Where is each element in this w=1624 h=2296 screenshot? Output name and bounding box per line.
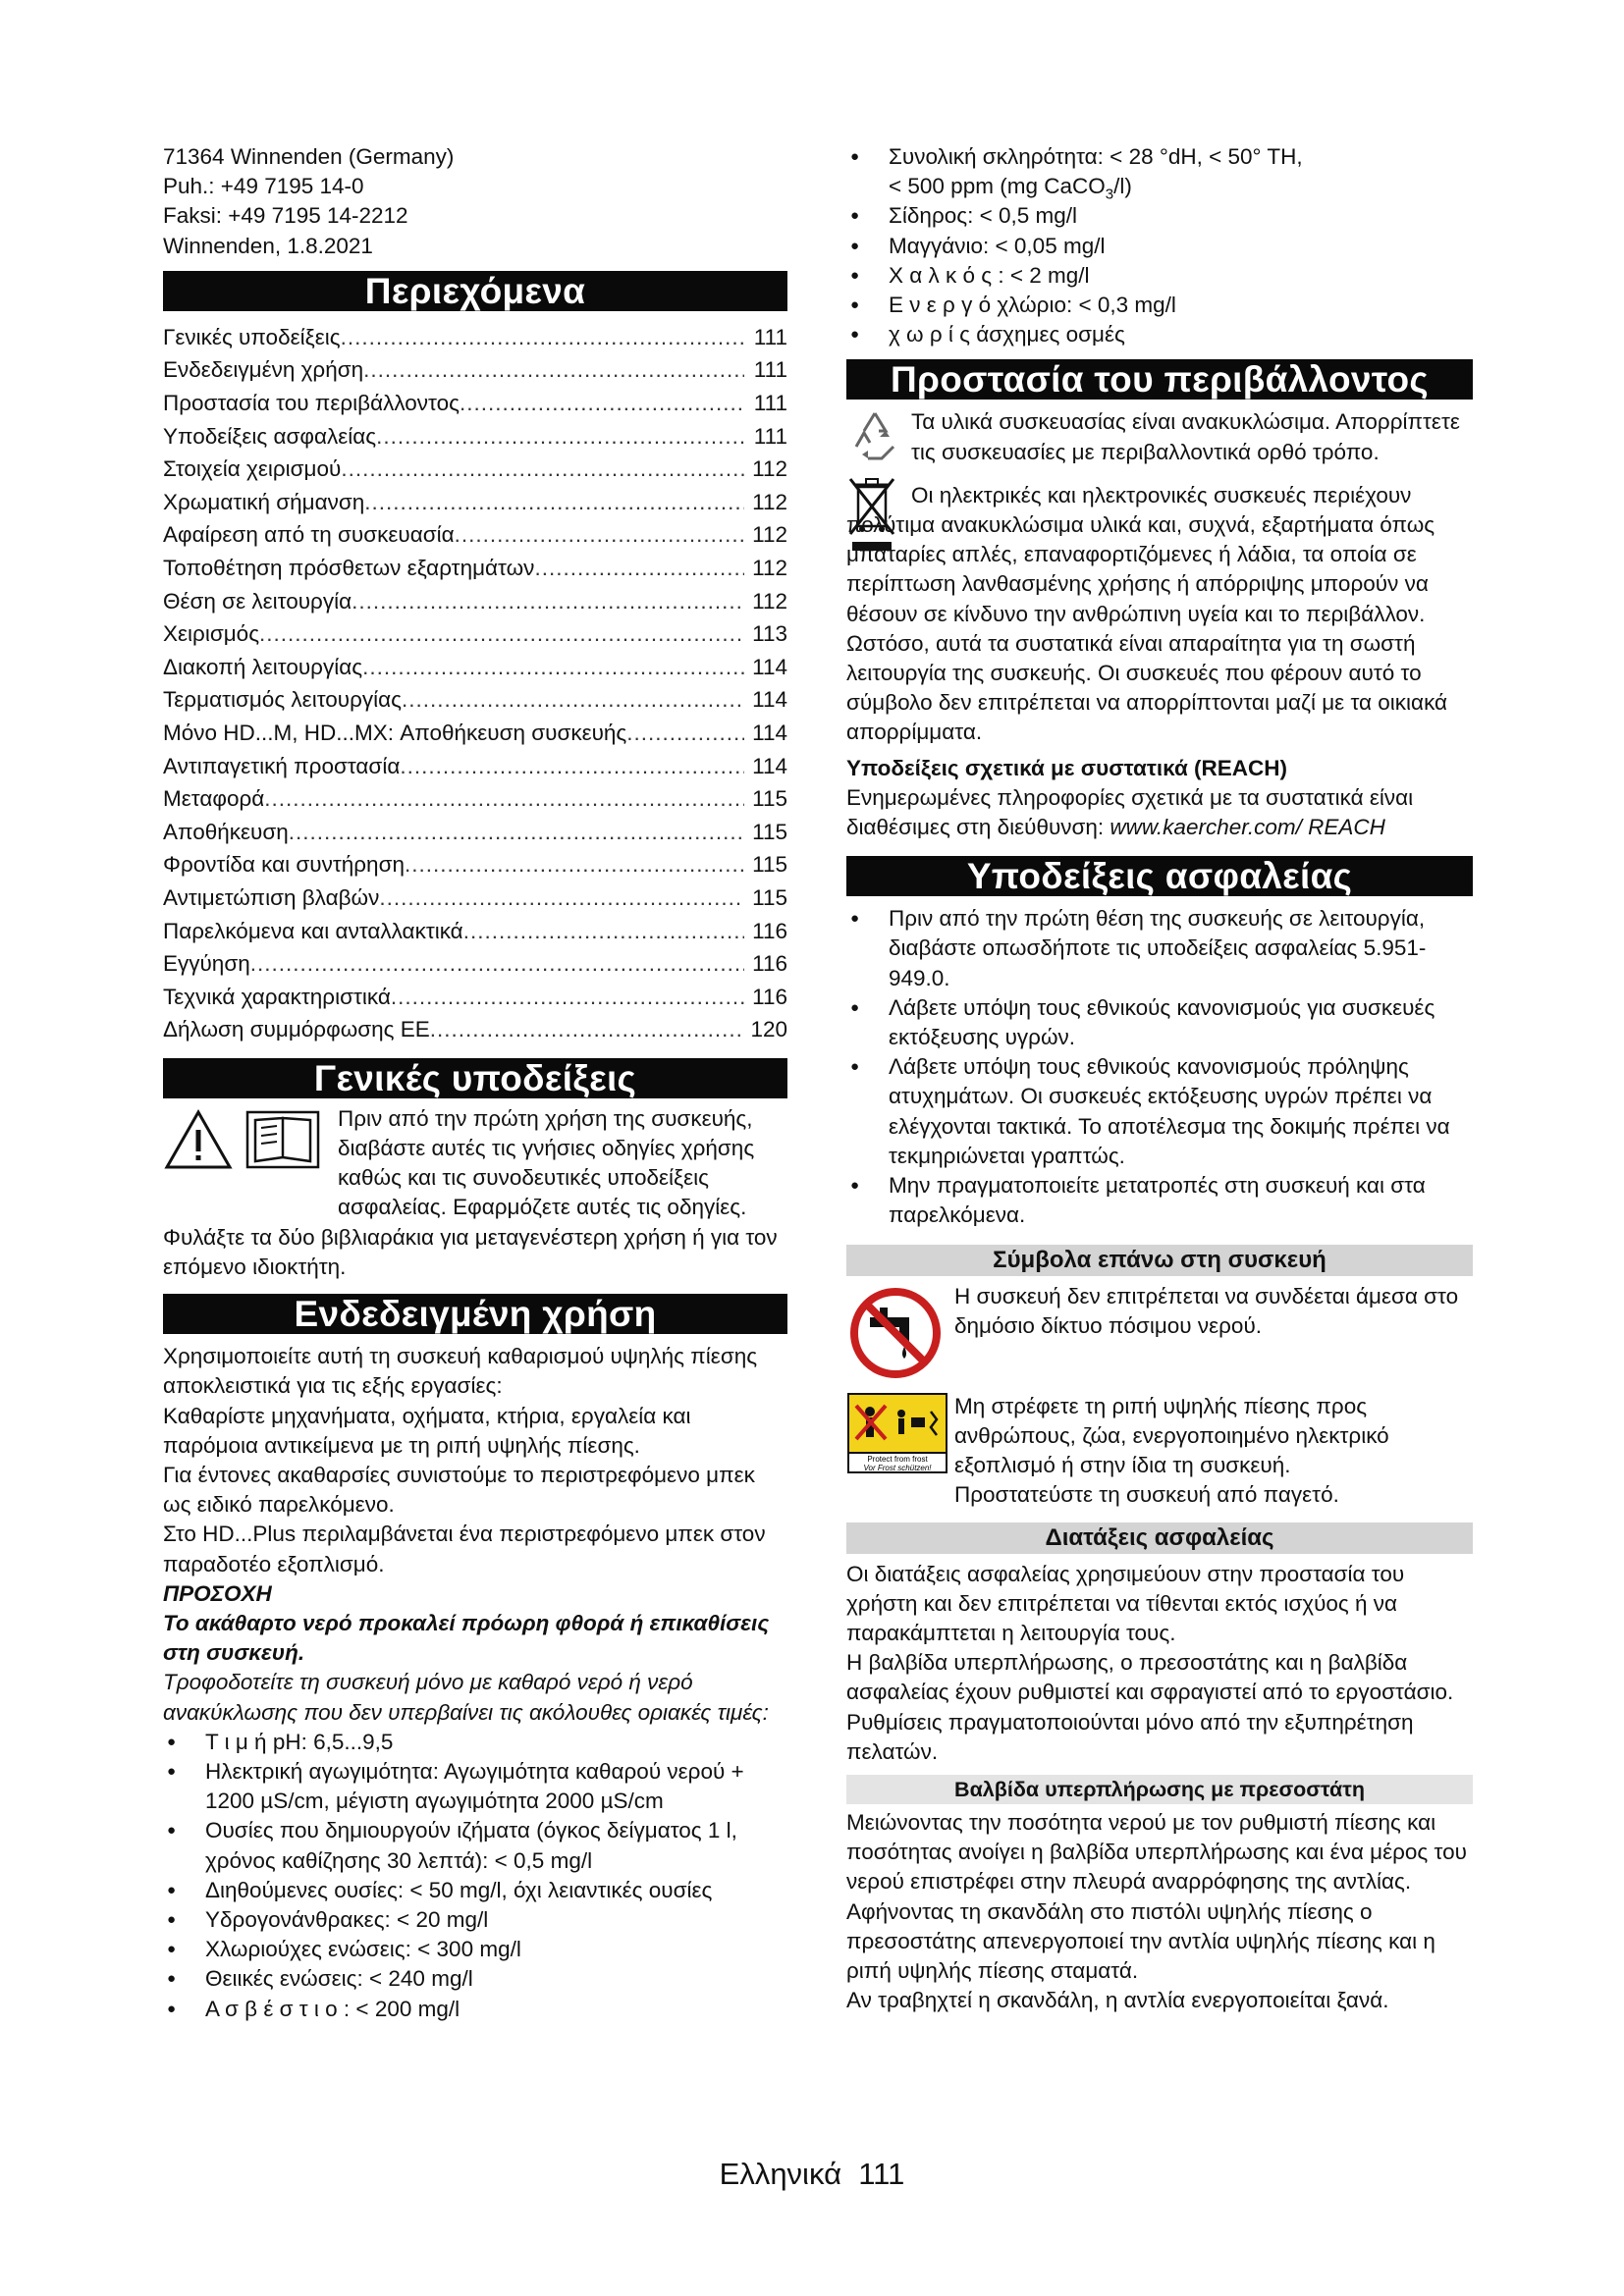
page-footer: Ελληνικά 111 [719,2157,905,2191]
toc-entry-page: 112 [752,555,787,580]
toc-entry[interactable] [163,947,787,981]
toc-leader-dots [455,518,744,552]
environment-recycle [846,407,1473,472]
toc-entry-title: Γενικές υποδείξεις [163,324,341,349]
fax-line: Faksi: +49 7195 14-2212 [163,203,408,229]
toc-entry-page: 112 [752,489,787,514]
toc-entry-title: Στοιχεία χειρισμού [163,456,342,482]
symbol-no-drinking-water [846,1282,1473,1388]
toc-entry-title: Προστασία του περιβάλλοντος [163,391,460,415]
toc-entry-title: Τερματισμός λειτουργίας [163,687,402,713]
reach-paragraph [846,783,1473,842]
toc-leader-dots [250,947,744,981]
toc-entry[interactable] [163,453,787,486]
limits-list-right [846,142,1473,349]
list-item: ● Μαγγάνιο: < 0,05 mg/l [846,232,1473,261]
toc-entry[interactable] [163,782,787,816]
environment-paragraph-1: Τα υλικά συσκευασίας είναι ανακυκλώσιμα. Απορρίπτετε τις συσκευασίες με περιβαλλοντικά ορθό τρόπο. [911,409,1460,464]
toc-entry[interactable] [163,881,787,915]
toc-leader-dots [391,981,744,1014]
toc-entry-page: 112 [752,588,787,614]
toc-entry[interactable] [163,353,787,387]
list-item: ● Λάβετε υπόψη τους εθνικούς κανονισμούς πρόληψης ατυχημάτων. Οι συσκευές εκτόξευσης υγρών πρέπει να ελέγχονται τακτικά. Το αποτέλεσμα της δοκιμής πρέπει να τεκμηριώνεται γραπτώς. [846,1052,1473,1171]
general-intro [163,1106,787,1223]
toc-entry[interactable] [163,717,787,750]
environment-heading: Προστασία του περιβάλλοντος [846,359,1473,400]
toc-entry[interactable] [163,617,787,651]
toc-entry-page: 114 [752,654,787,679]
list-item: ● Χλωριούχες ενώσεις: < 300 mg/l [163,1935,787,1964]
toc-entry[interactable] [163,321,787,354]
list-item: ● χ ω ρ ί ς άσχημες οσμές [846,320,1473,349]
frost-label-en: Protect from frost [867,1454,928,1464]
list-item: ● Α σ β έ σ τ ι ο : < 200 mg/l [163,1995,787,2024]
toc-entry-page: 114 [752,687,787,713]
toc-entry-title: Μεταφορά [163,786,265,812]
toc-entry[interactable] [163,816,787,849]
toc-entry-title: Αντιπαγετική προστασία [163,753,401,778]
valve-paragraph-3: Αν τραβηχτεί η σκανδάλη, η αντλία ενεργοποιείται ξανά. [846,1988,1389,2013]
toc-entry-page: 111 [753,391,787,415]
toc-entry-title: Φροντίδα και συντήρηση [163,852,405,878]
toc-entry-page: 115 [752,884,787,910]
environment-paragraph-2: Οι ηλεκτρικές και ηλεκτρονικές συσκευές περιέχουν πολύτιμα ανακυκλώσιμα υλικά και, συχνά, εξαρτήματα όπως μπαταρίες απλές, επαναφορτιζόμενες ή λάδια, τα οποία σε περίπτωση λανθασμένης χρήσης ή απόρριψης μπορούν να θέσουν σε κίνδυνο την ανθρώπινη υγεία και το περιβάλλον. Ωστόσο, αυτά τα συστατικά είναι απαραίτητα για τη σωστή λειτουργία της συσκευής. Οι συσκευές που φέρουν αυτό το σύμβολο δεν επιτρέπεται να απορρίπτονται μαζί με τα οικιακά απορρίμματα. [846,482,1448,745]
toc-entry-page: 114 [752,720,787,745]
toc-entry[interactable] [163,387,787,420]
toc-entry-page: 114 [752,753,787,778]
toc-entry-title: Αντιμετώπιση βλαβών [163,884,380,910]
recycle-icon [846,407,911,472]
toc-entry[interactable] [163,518,787,552]
devices-paragraph-2: Η βαλβίδα υπερπλήρωσης, ο πρεσοστάτης και η βαλβίδα ασφαλείας έχουν ρυθμιστεί και σφραγιστεί από το εργοστάσιο. Ρυθμίσεις πραγματοποιούνται μόνο από την εξυπηρέτηση πελατών. [846,1650,1454,1764]
toc-leader-dots [341,453,744,486]
table-of-contents [163,319,787,1046]
toc-entry[interactable] [163,585,787,618]
toc-leader-dots [259,617,744,651]
toc-entry-title: Χρωματική σήμανση [163,489,365,514]
toc-entry-page: 115 [752,852,787,878]
symbols-heading: Σύμβολα επάνω στη συσκευή [846,1245,1473,1276]
toc-entry-title: Δήλωση συμμόρφωσης ΕΕ [163,1017,430,1042]
toc-entry-title: Αποθήκευση [163,819,289,844]
list-item: ● Ηλεκτρική αγωγιμότητα: Αγωγιμότητα καθαρού νερού + 1200 µS/cm, μέγιστη αγωγιμότητα 2000 µS/cm [163,1757,787,1816]
list-item: ● Χ α λ κ ό ς : < 2 mg/l [846,261,1473,291]
symbol-text-2: Μη στρέφετε τη ριπή υψηλής πίεσης προς ανθρώπους, ζώα, ενεργοποιημένο ηλεκτρικό εξοπλισμό ή στην ίδια τη συσκευή. [954,1393,1389,1478]
address-line: 71364 Winnenden (Germany) [163,144,455,169]
general-paragraph-1: Πριν από την πρώτη χρήση της συσκευής, διαβάστε αυτές τις γνήσιες οδηγίες χρήσης καθώς και τις συνοδευτικές υποδείξεις ασφαλείας. Εφαρμόζετε αυτές τις οδηγίες. [338,1105,755,1220]
toc-entry-title: Εγγύηση [163,951,250,977]
hardness-line-1: Συνολική σκληρότητα: < 28 °dH, < 50° TH, [889,144,1303,169]
caution-warning: Το ακάθαρτο νερό προκαλεί πρόωρη φθορά ή επικαθίσεις στη συσκευή. [163,1610,770,1666]
toc-leader-dots [430,1013,744,1046]
intended-paragraph-4: Στο HD...Plus περιλαμβάνεται ένα περιστρεφόμενο μπεκ στον παραδοτέο εξοπλισμό. [163,1522,766,1576]
toc-entry[interactable] [163,420,787,454]
toc-heading: Περιεχόμενα [163,271,787,311]
limits-list-left [163,1728,787,2024]
toc-leader-dots [460,387,744,420]
safety-heading: Υποδείξεις ασφαλείας [846,856,1473,896]
list-item: ● Υδρογονάνθρακες: < 20 mg/l [163,1905,787,1935]
list-item: ● Ουσίες που δημιουργούν ιζήματα (όγκος δείγματος 1 l, χρόνος καθίζησης 30 λεπτά): < 0,5 mg/l [163,1816,787,1875]
devices-paragraph-1: Οι διατάξεις ασφαλείας χρησιμεύουν στην προστασία του χρήστη και δεν επιτρέπεται να τίθενται εκτός ισχύος ή να παρακάμπτεται η λειτουργία τους. [846,1561,1405,1645]
toc-entry-title: Τεχνικά χαρακτηριστικά [163,984,391,1009]
general-heading: Γενικές υποδείξεις [163,1058,787,1098]
toc-leader-dots [405,848,744,881]
phone-line: Puh.: +49 7195 14-0 [163,174,364,199]
toc-entry-title: Μόνο HD...M, HD...MX: Αποθήκευση συσκευής [163,720,627,745]
toc-entry-page: 116 [752,951,787,977]
toc-entry-page: 111 [753,324,787,349]
toc-entry[interactable] [163,981,787,1014]
caution-label: ΠΡΟΣΟΧΗ [163,1580,272,1606]
toc-entry-title: Θέση σε λειτουργία [163,588,352,614]
valve-paragraph-2: Αφήνοντας τη σκανδάλη στο πιστόλι υψηλής πίεσης ο πρεσοστάτης απενεργοποιεί την αντλία υψηλής πίεσης και η ριπή υψηλής πίεσης σταματά. [846,1898,1435,1983]
toc-entry[interactable] [163,486,787,519]
toc-entry[interactable] [163,651,787,684]
toc-entry-title: Τοποθέτηση πρόσθετων εξαρτημάτων [163,555,535,580]
toc-entry[interactable] [163,915,787,948]
toc-leader-dots [534,552,744,585]
list-item: ● Μην πραγματοποιείτε μετατροπές στη συσκευή και στα παρελκόμενα. [846,1171,1473,1230]
toc-leader-dots [364,486,744,519]
toc-leader-dots [379,881,744,915]
toc-entry-page: 111 [753,423,787,449]
hardness-line-2: < 500 ppm (mg CaCO [889,174,1106,199]
reach-link[interactable]: www.kaercher.com/ REACH [1110,815,1385,840]
symbol-text-2-block [954,1392,1473,1511]
toc-entry-title: Χειρισμός [163,621,260,647]
toc-leader-dots [352,585,744,618]
toc-leader-dots [626,717,744,750]
intended-paragraph-1: Χρησιμοποιείτε αυτή τη συσκευή καθαρισμού υψηλής πίεσης αποκλειστικά για τις εξής εργασίες: [163,1344,758,1399]
toc-leader-dots [400,750,744,783]
reach-title: Υποδείξεις σχετικά με συστατικά (REACH) [846,755,1288,780]
toc-leader-dots [341,321,744,354]
toc-entry-page: 113 [752,621,787,647]
toc-entry[interactable] [163,750,787,783]
toc-leader-dots [402,683,744,717]
toc-entry-page: 112 [752,522,787,548]
general-paragraph-2: Φυλάξτε τα δύο βιβλιαράκια για μεταγενέστερη χρήση ή για τον επόμενο ιδιοκτήτη. [163,1224,778,1279]
toc-leader-dots [376,420,744,454]
list-item: ● Θειικές ενώσεις: < 240 mg/l [163,1964,787,1994]
toc-entry-page: 120 [750,1017,787,1042]
list-item: ● Λάβετε υπόψη τους εθνικούς κανονισμούς για συσκευές εκτόξευσης υγρών. [846,993,1473,1052]
toc-leader-dots [289,816,744,849]
toc-entry-title: Διακοπή λειτουργίας [163,654,363,679]
frost-label-de: Vor Frost schützen! [863,1463,932,1472]
valve-heading: Βαλβίδα υπερπλήρωσης με πρεσοστάτη [846,1775,1473,1804]
toc-entry-page: 116 [752,984,787,1009]
toc-entry-page: 116 [752,918,787,943]
left-column [163,142,787,2024]
reach-text: Ενημερωμένες πληροφορίες σχετικά με τα συστατικά είναι διαθέσιμες στη διεύθυνση: [846,784,1414,840]
toc-leader-dots [264,782,744,816]
right-column [846,142,1473,2015]
toc-leader-dots [362,651,744,684]
no-spray-people-icon [846,1392,954,1511]
toc-entry[interactable] [163,552,787,585]
hardness-subscript: 3 [1105,186,1114,203]
toc-entry-title: Αφαίρεση από τη συσκευασία [163,522,455,548]
intended-heading: Ενδεδειγμένη χρήση [163,1294,787,1334]
list-item: ● Ε ν ε ρ γ ό χλώριο: < 0,3 mg/l [846,291,1473,320]
toc-entry-page: 112 [752,456,787,482]
no-drinking-water-icon [846,1282,954,1388]
safety-list [846,904,1473,1230]
symbol-text-3: Προστατεύστε τη συσκευή από παγετό. [954,1482,1339,1508]
toc-entry[interactable] [163,683,787,717]
devices-heading: Διατάξεις ασφαλείας [846,1522,1473,1554]
intended-paragraph-3: Για έντονες ακαθαρσίες συνιστούμε το περιστρεφόμενο μπεκ ως ειδικό παρελκόμενο. [163,1462,755,1518]
toc-entry-page: 115 [752,786,787,812]
list-item: ● Διηθούμενες ουσίες: < 50 mg/l, όχι λειαντικές ουσίες [163,1876,787,1905]
toc-leader-dots [363,353,744,387]
hardness-line-2-end: /l) [1113,174,1132,199]
toc-entry[interactable] [163,1013,787,1046]
warning-manual-icon [163,1106,338,1223]
toc-entry-title: Υποδείξεις ασφαλείας [163,423,377,449]
list-item: ● Πριν από την πρώτη θέση της συσκευής σε λειτουργία, διαβάστε οπωσδήποτε τις υποδείξεις ασφαλείας 5.951-949.0. [846,904,1473,993]
list-item: ● Τ ι μ ή pH: 6,5...9,5 [163,1728,787,1757]
toc-entry-title: Ενδεδειγμένη χρήση [163,357,364,383]
toc-entry-page: 111 [753,357,787,383]
list-item: ● Σίδηρος: < 0,5 mg/l [846,201,1473,231]
symbol-text-1: Η συσκευή δεν επιτρέπεται να συνδέεται άμεσα στο δημόσιο δίκτυο πόσιμου νερού. [954,1283,1459,1338]
address-block [163,142,787,261]
intended-paragraph-2: Καθαρίστε μηχανήματα, οχήματα, κτήρια, εργαλεία και παρόμοια αντικείμενα με τη ριπή υψηλής πίεσης. [163,1403,691,1458]
toc-entry-page: 115 [752,819,787,844]
caution-note: Τροφοδοτείτε τη συσκευή μόνο με καθαρό νερό ή νερό ανακύκλωσης που δεν υπερβαίνει τις ακόλουθες οριακές τιμές: [163,1670,769,1725]
list-item [846,142,1473,201]
date-line: Winnenden, 1.8.2021 [163,233,373,258]
toc-entry[interactable] [163,848,787,881]
valve-paragraph-1: Μειώνοντας την ποσότητα νερού με τον ρυθμιστή πίεσης και ποσότητας ανοίγει η βαλβίδα υπερπλήρωσης και ένα μέρος του νερού επιστρέφει στην πλευρά αναρρόφησης της αντλίας. [846,1809,1467,1895]
toc-leader-dots [463,915,744,948]
toc-entry-title: Παρελκόμενα και ανταλλακτικά [163,918,463,943]
symbol-no-spray [846,1392,1473,1511]
